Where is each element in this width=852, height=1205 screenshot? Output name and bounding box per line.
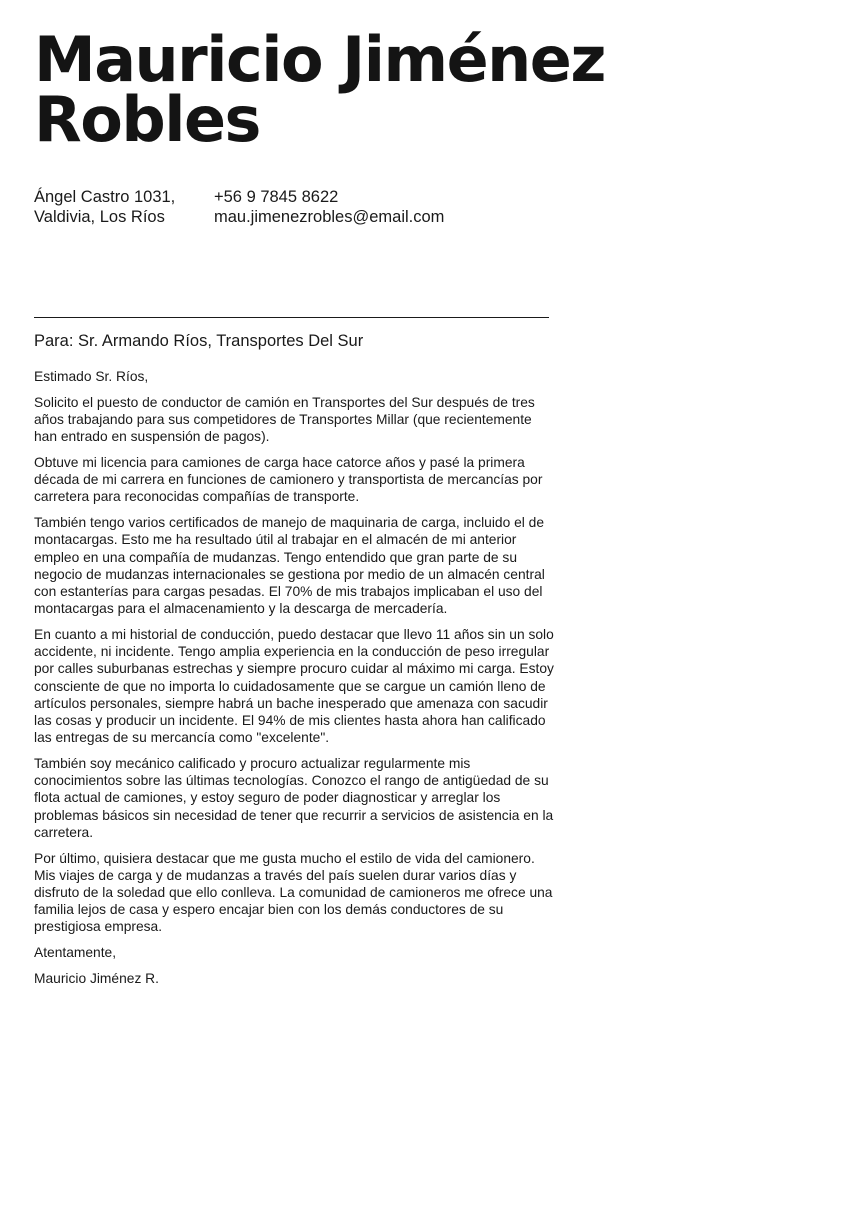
letter-paragraph: En cuanto a mi historial de conducción, puedo destacar que llevo 11 años sin un solo accidente, ni incidente. Tengo amplia experiencia en la conducción de peso irregular por calles suburbanas estrechas y siempre procuro cuidar al máximo mi carga. Estoy consciente de que no importa lo cuidadosamente que se cargue un camión lleno de artículos personales, siempre habrá un bache inesperado que amenaza con sacudir las cosas y producir un incidente. El 94% de mis clientes hasta ahora han calificado las entregas de su mercancía como "excelente". bbox=[34, 627, 554, 746]
letter-greeting: Estimado Sr. Ríos, bbox=[34, 369, 149, 384]
letter-closing: Atentamente, bbox=[34, 945, 117, 961]
contact-address bbox=[34, 187, 175, 227]
letter-paragraph: Solicito el puesto de conductor de camión en Transportes del Sur después de tres años trabajando para sus competidores de Transportes Millar (que recientemente han entrado en suspensión de pagos). bbox=[34, 394, 535, 445]
letter-body bbox=[34, 368, 554, 996]
applicant-name-line-1: Mauricio Jiménez bbox=[34, 23, 605, 96]
letter-paragraph: Por último, quisiera destacar que me gusta mucho el estilo de vida del camionero. Mis viajes de carga y de mudanzas a través del país suelen durar varios días y disfruto de la soledad que ello conlleva. La comunidad de camioneros me ofrece una familia lejos de casa y espero encajar bien con los demás conductores de su prestigiosa empresa. bbox=[34, 850, 553, 935]
recipient-line: Para: Sr. Armando Ríos, Transportes Del Sur bbox=[34, 332, 364, 350]
address-line-2: Valdivia, Los Ríos bbox=[34, 208, 165, 226]
email-address: mau.jimenezrobles@email.com bbox=[214, 208, 445, 226]
divider-line bbox=[34, 317, 549, 318]
phone-number: +56 9 7845 8622 bbox=[214, 188, 339, 206]
applicant-name bbox=[34, 23, 814, 156]
contact-phone-email bbox=[214, 187, 444, 227]
letter-signature: Mauricio Jiménez R. bbox=[34, 971, 159, 987]
letter-paragraph: También tengo varios certificados de manejo de maquinaria de carga, incluido el de montacargas. Esto me ha resultado útil al trabajar en el almacén de mi anterior empleo en una compañía de mudanzas. Tengo entendido que gran parte de su negocio de mudanzas internacionales se gestiona por medio de un almacén central con estanterías para cargas pesadas. El 70% de mis trabajos implicaban el uso del montacargas para el almacenamiento y la descarga de mercadería. bbox=[34, 515, 545, 617]
letter-paragraph: Obtuve mi licencia para camiones de carga hace catorce años y pasé la primera década de mi carrera en funciones de camionero y transportista de mercancías por carretera para reconocidas compañías de transporte. bbox=[34, 455, 543, 505]
address-line-1: Ángel Castro 1031, bbox=[34, 188, 176, 206]
applicant-name-line-2: Robles bbox=[34, 83, 260, 156]
letter-paragraph: También soy mecánico calificado y procuro actualizar regularmente mis conocimientos sobre las últimas tecnologías. Conozco el rango de antigüedad de su flota actual de camiones, y estoy seguro de poder diagnosticar y arreglar los problemas básicos sin necesidad de tener que recurrir a servicios de asistencia en la carretera. bbox=[34, 756, 554, 840]
